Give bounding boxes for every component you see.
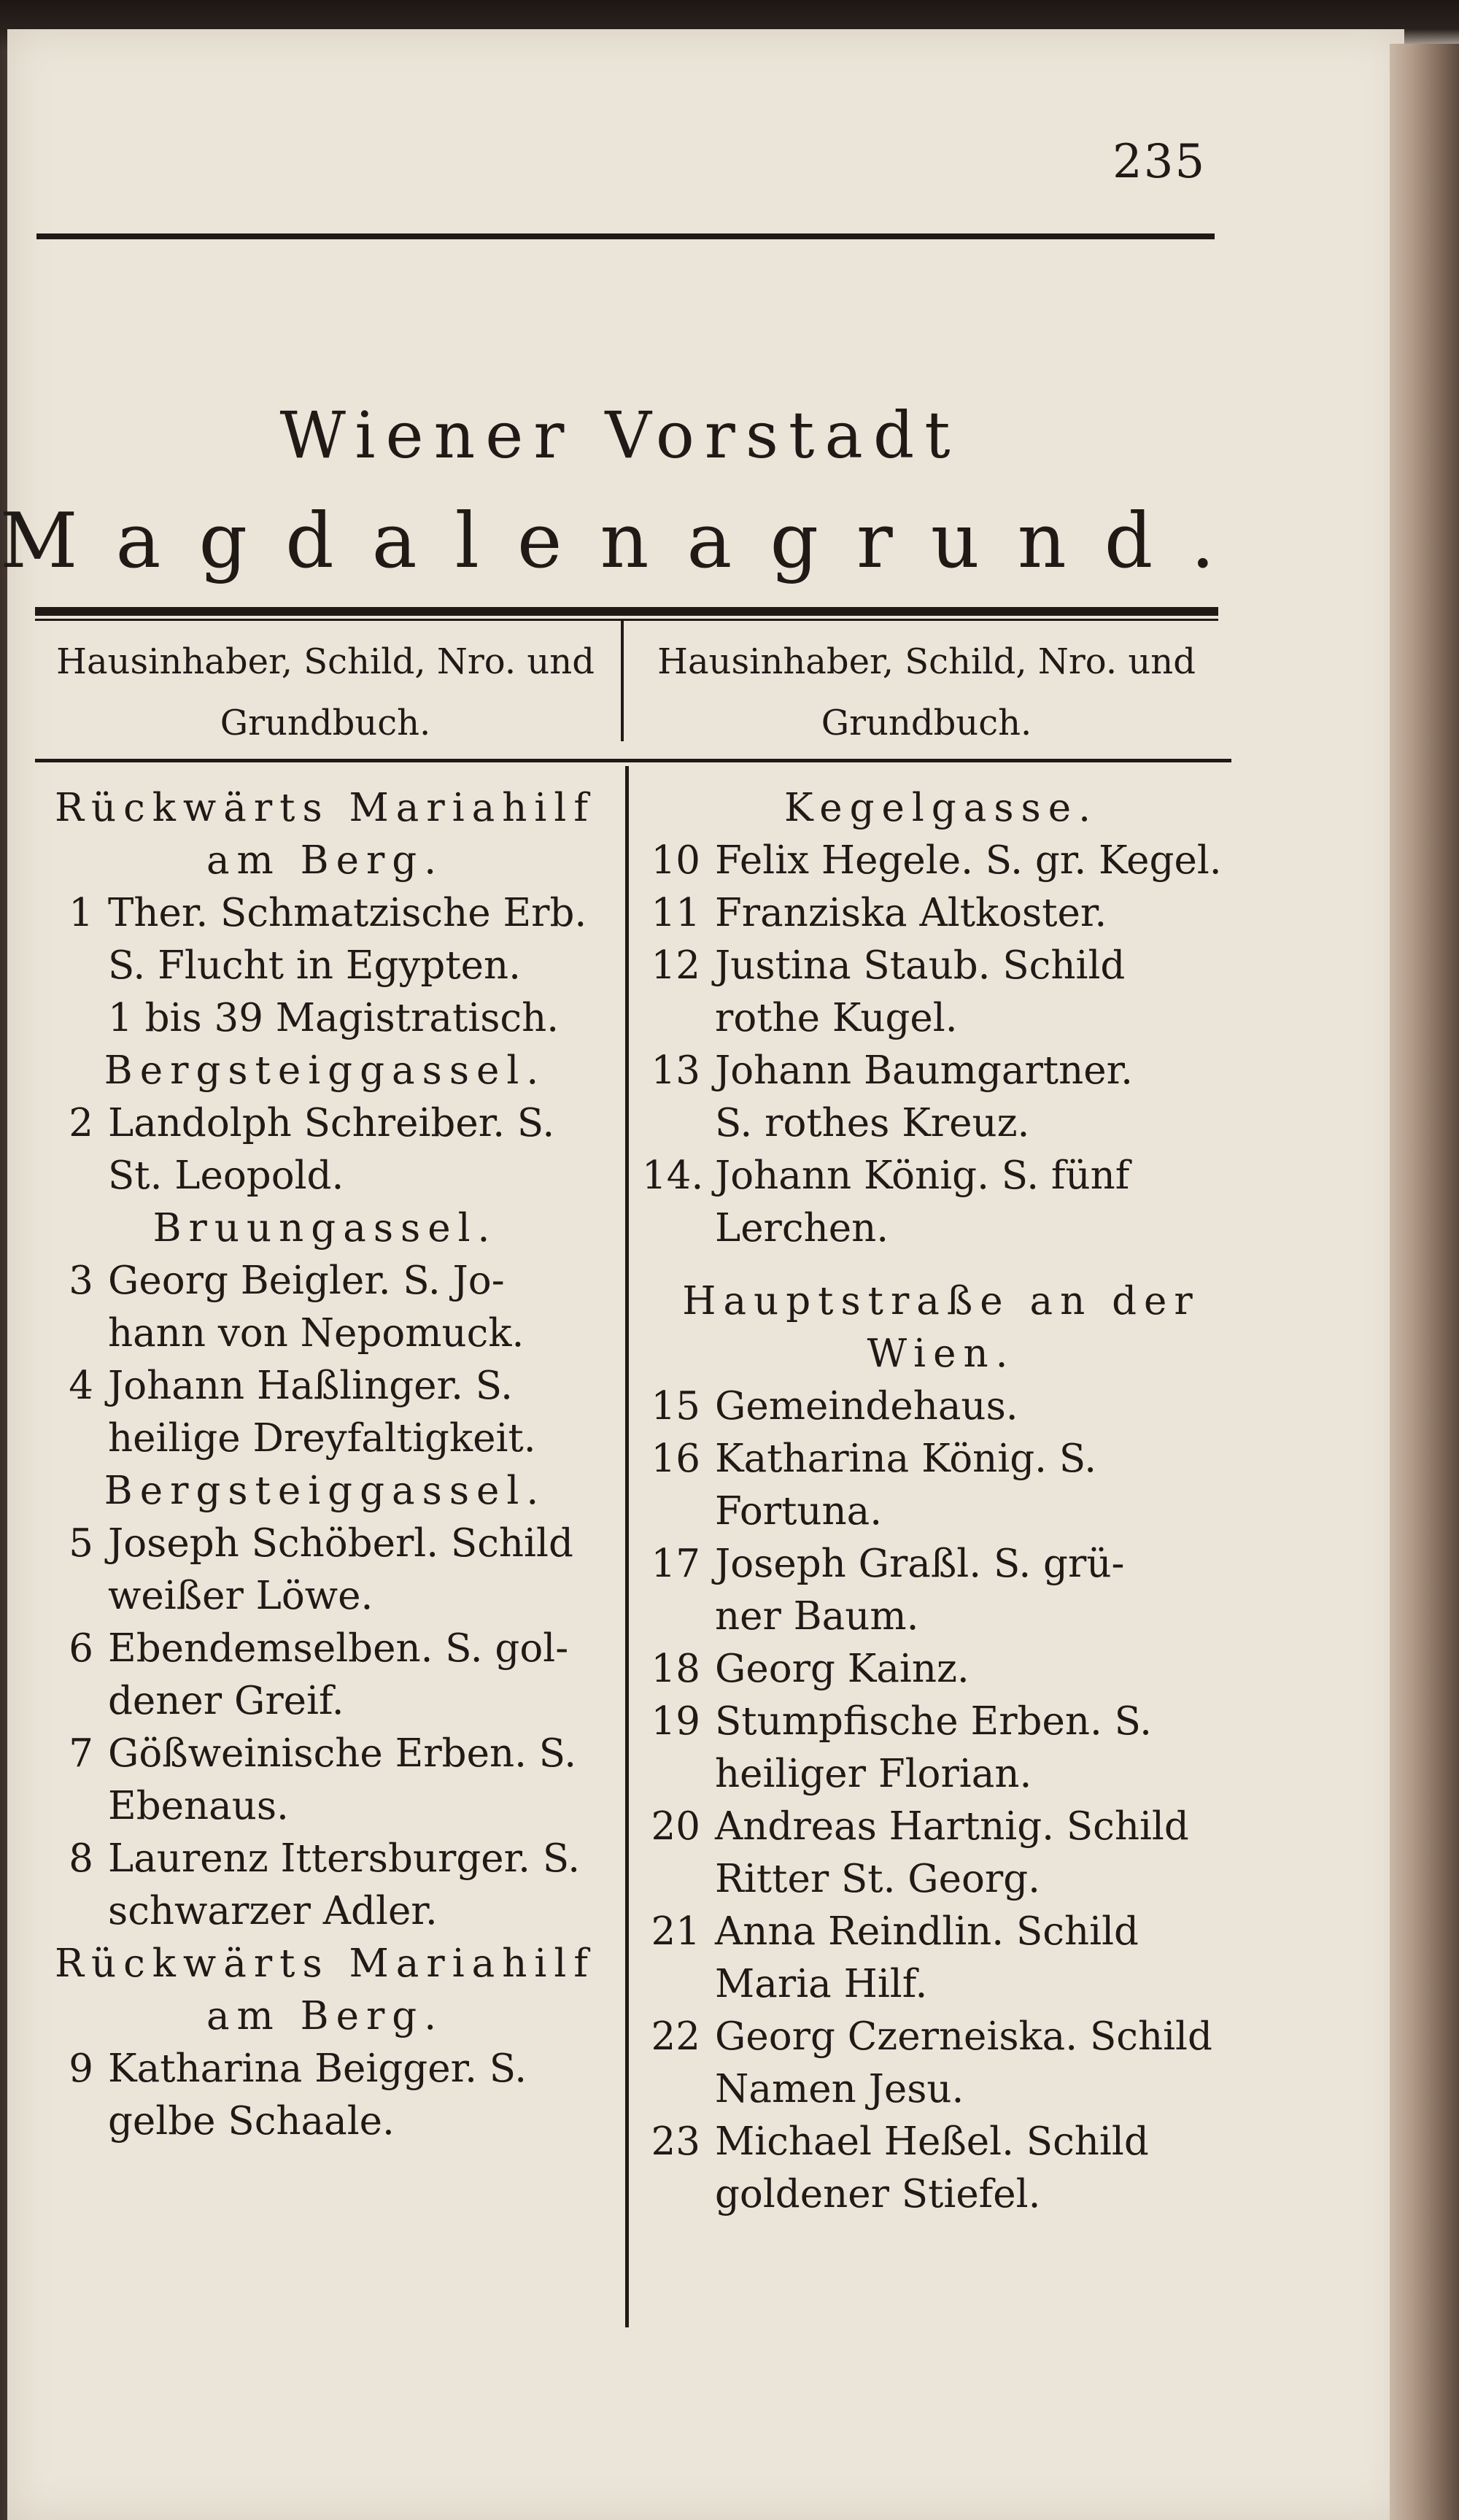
house-entry-text: Georg Beigler. S. Jo- (108, 1259, 505, 1303)
house-number: 20 (651, 1804, 700, 1849)
house-entry-text: weißer Löwe. (108, 1574, 374, 1618)
column-header-left-line: Hausinhaber, Schild, Nro. und (56, 641, 595, 682)
house-entry (642, 1906, 1240, 2011)
house-entry (35, 1097, 615, 1202)
house-number: 5 (69, 1521, 93, 1566)
column-header-right-line: Hausinhaber, Schild, Nro. und (657, 641, 1196, 682)
house-entry-text: S. Flucht in Egypten. (108, 943, 521, 988)
house-number: 17 (651, 1542, 700, 1586)
house-entry-text: Lerchen. (715, 1206, 889, 1251)
house-entry-text: Anna Reindlin. Schild (715, 1909, 1139, 1954)
street-heading-line: am Berg. (206, 1994, 444, 2038)
house-entry (642, 1538, 1240, 1643)
house-entry-text: Katharina König. S. (715, 1437, 1097, 1481)
house-number: 14. (642, 1153, 704, 1198)
house-entry-text: Ebendemselben. S. gol- (108, 1626, 569, 1671)
house-entry-text: Gemeindehaus. (715, 1384, 1018, 1429)
house-entry (642, 2116, 1240, 2221)
house-number: 13 (651, 1048, 700, 1093)
house-number: 1 (69, 891, 93, 935)
house-entry-text: Felix Hegele. S. gr. Kegel. (715, 838, 1222, 883)
house-number: 8 (69, 1836, 93, 1881)
page-number: 235 (1112, 135, 1207, 189)
house-number: 23 (651, 2119, 700, 2164)
house-entry (35, 887, 615, 1045)
street-heading (35, 1045, 615, 1097)
street-heading (35, 782, 615, 887)
street-heading-line: Bergsteiggassel. (104, 1469, 546, 1513)
house-entry-text: Fortuna. (715, 1489, 883, 1534)
house-entry-text: Joseph Schöberl. Schild (108, 1521, 573, 1566)
house-number: 6 (69, 1626, 93, 1671)
column-header-left-line: Grundbuch. (220, 703, 431, 743)
house-entry-text: Georg Czerneiska. Schild (715, 2014, 1212, 2059)
house-entry (642, 1150, 1240, 1255)
house-entry-text: schwarzer Adler. (108, 1889, 438, 1933)
house-entry-text: Ther. Schmatzische Erb. (108, 891, 587, 935)
street-heading-line: Hauptstraße an der (682, 1279, 1200, 1323)
street-heading-line: Bruungassel. (152, 1206, 498, 1251)
house-entry-text: 1 bis 39 Magistratisch. (108, 996, 560, 1040)
house-entry-text: Landolph Schreiber. S. (108, 1101, 555, 1145)
house-entry-text: heiliger Florian. (715, 1752, 1032, 1796)
right-column (642, 782, 1240, 2221)
column-header-left (34, 631, 617, 754)
house-number: 16 (651, 1437, 700, 1481)
house-number: 18 (651, 1647, 700, 1691)
header-column-divider (621, 619, 624, 741)
house-entry-text: Ritter St. Georg. (715, 1857, 1041, 1901)
house-entry (642, 835, 1240, 887)
house-entry (35, 1518, 615, 1623)
house-entry-text: Andreas Hartnig. Schild (715, 1804, 1189, 1849)
house-entry (642, 887, 1240, 940)
book-page-edges (1390, 44, 1459, 2520)
house-number: 19 (651, 1699, 700, 1744)
house-entry-text: Joseph Graßl. S. grü- (715, 1542, 1125, 1586)
house-number: 9 (69, 2046, 93, 2091)
house-entry-text: Johann Baumgartner. (715, 1048, 1133, 1093)
street-heading (35, 1202, 615, 1255)
street-heading-line: am Berg. (206, 838, 444, 883)
house-entry (642, 1696, 1240, 1801)
house-number: 21 (651, 1909, 700, 1954)
house-entry-text: Katharina Beigger. S. (108, 2046, 527, 2091)
house-entry-text: Laurenz Ittersburger. S. (108, 1836, 581, 1881)
header-rule (36, 233, 1215, 239)
house-number: 10 (651, 838, 700, 883)
column-header-right-line: Grundbuch. (821, 703, 1032, 743)
street-heading-line: Wien. (867, 1331, 1015, 1376)
house-entry-text: Franziska Altkoster. (715, 891, 1107, 935)
house-entry (642, 1801, 1240, 1906)
house-entry (642, 1045, 1240, 1150)
house-entry-text: hann von Nepomuck. (108, 1311, 525, 1356)
house-number: 7 (69, 1731, 93, 1776)
house-entry (35, 1623, 615, 1728)
table-header-bottom-rule (35, 759, 1231, 762)
house-entry-text: St. Leopold. (108, 1153, 344, 1198)
house-number: 22 (651, 2014, 700, 2059)
house-entry-text: Stumpfische Erben. S. (715, 1699, 1152, 1744)
house-entry-text: rothe Kugel. (715, 996, 958, 1040)
house-entry (35, 2043, 615, 2148)
house-entry-text: Namen Jesu. (715, 2067, 964, 2111)
street-heading (642, 782, 1240, 835)
house-number: 12 (651, 943, 700, 988)
table-top-thin-rule (35, 619, 1218, 621)
house-entry-text: Georg Kainz. (715, 1647, 970, 1691)
title-line-1: Wiener Vorstadt (279, 398, 961, 473)
house-number: 4 (69, 1364, 93, 1408)
street-heading-line: Rückwärts Mariahilf (55, 1941, 595, 1986)
house-entry-text: dener Greif. (108, 1679, 344, 1723)
house-entry-text: Michael Heßel. Schild (715, 2119, 1149, 2164)
house-entry-text: Maria Hilf. (715, 1962, 928, 2006)
house-number: 2 (69, 1101, 93, 1145)
table-top-thick-rule (35, 607, 1218, 616)
house-entry-text: Ebenaus. (108, 1784, 289, 1828)
house-entry-text: Justina Staub. Schild (715, 943, 1126, 988)
street-heading (642, 1275, 1240, 1380)
house-number: 11 (651, 891, 700, 935)
body-column-divider (625, 766, 629, 2327)
house-entry-text: goldener Stiefel. (715, 2172, 1041, 2216)
street-heading (35, 1938, 615, 2043)
house-entry (642, 1643, 1240, 1696)
house-entry (35, 1728, 615, 1833)
column-header-right (635, 631, 1218, 754)
house-entry-text: heilige Dreyfaltigkeit. (108, 1416, 536, 1461)
house-entry-text: Johann König. S. fünf (715, 1153, 1130, 1198)
street-heading (35, 1465, 615, 1518)
house-entry (35, 1255, 615, 1360)
street-heading-line: Kegelgasse. (784, 786, 1098, 830)
house-number: 15 (651, 1384, 700, 1429)
left-column (35, 782, 615, 2148)
house-entry (642, 2011, 1240, 2116)
house-entry (642, 1380, 1240, 1433)
house-entry-text: gelbe Schaale. (108, 2099, 395, 2144)
house-entry-text: Gößweinische Erben. S. (108, 1731, 577, 1776)
house-entry (35, 1360, 615, 1465)
house-entry (35, 1833, 615, 1938)
house-entry (642, 940, 1240, 1045)
street-heading-line: Bergsteiggassel. (104, 1048, 546, 1093)
house-entry-text: Johann Haßlinger. S. (108, 1364, 514, 1408)
house-entry (642, 1433, 1240, 1538)
house-entry-text: S. rothes Kreuz. (715, 1101, 1030, 1145)
title-line-2: Magdalenagrund. (0, 496, 1253, 585)
house-number: 3 (69, 1259, 93, 1303)
house-entry-text: ner Baum. (715, 1594, 919, 1639)
street-heading-line: Rückwärts Mariahilf (55, 786, 595, 830)
